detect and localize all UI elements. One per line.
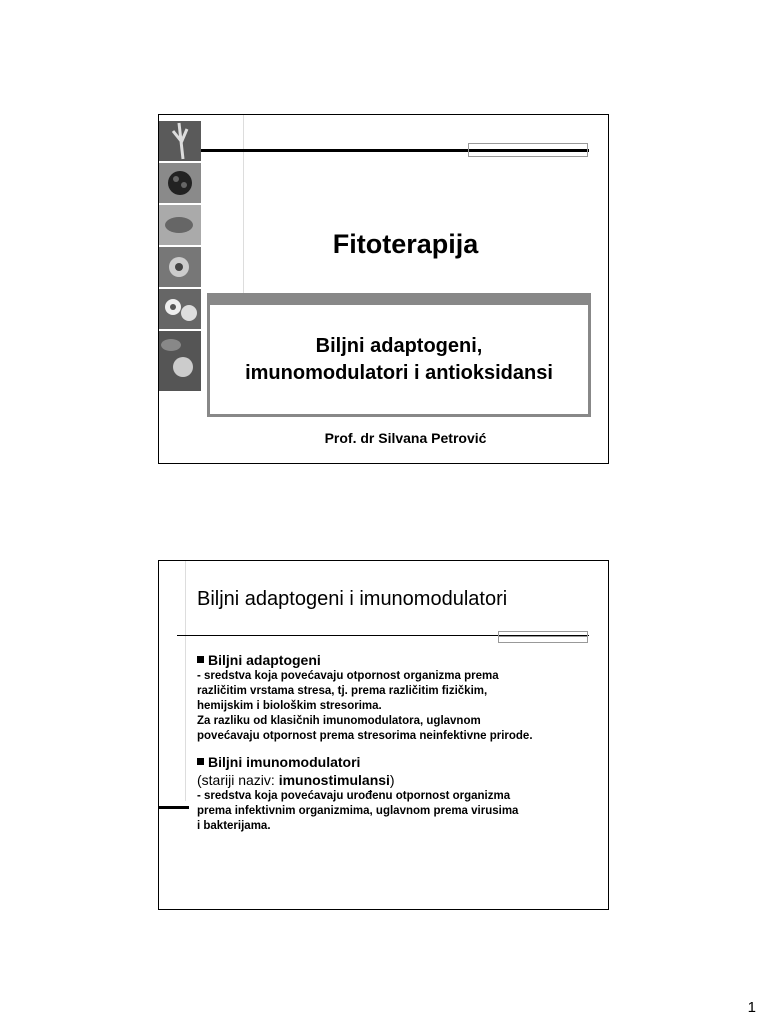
plant-photo-blossom	[159, 331, 201, 391]
plant-photo-flower	[159, 247, 201, 287]
subtitle-line-1: Biljni adaptogeni,	[315, 335, 483, 357]
slide-1	[158, 114, 609, 464]
slide-subtitle	[210, 333, 588, 387]
decorative-box	[468, 143, 588, 157]
section-text-adaptogeni	[197, 669, 607, 744]
plant-photo-leaves	[159, 205, 201, 245]
text-line: hemijskim i biološkim stresorima.	[197, 700, 382, 712]
section-heading-adaptogeni: Biljni adaptogeni	[197, 652, 607, 669]
text-line: Za razliku od klasičnih imunomodulatora, uglavnom	[197, 715, 481, 727]
plant-photo-berries	[159, 163, 201, 203]
decorative-left-mark	[159, 806, 189, 809]
text-line: - sredstva koja povećavaju otpornost organizma prema	[197, 670, 499, 682]
slide-2	[158, 560, 609, 910]
text-line: - sredstva koja povećavaju urođenu otpornost organizma	[197, 790, 511, 802]
section-heading-imunomodulatori: Biljni imunomodulatori	[197, 754, 607, 771]
plant-photo-root	[159, 121, 201, 161]
subtitle-line-2: imunomodulatori i antioksidansi	[245, 362, 553, 384]
author-name: Prof. dr Silvana Petrović	[324, 430, 487, 446]
plant-photo-strip	[159, 121, 201, 371]
text-line: različitim vrstama stresa, tj. prema različitim fizičkim,	[197, 685, 488, 697]
square-bullet-icon	[197, 656, 204, 663]
section-text-imunomodulatori	[197, 789, 607, 834]
text-line: povećavaju otpornost prema stresorima neinfektivne prirode.	[197, 730, 533, 742]
slide-title: Fitoterapija	[332, 229, 479, 259]
text-line: i bakterijama.	[197, 820, 271, 832]
decorative-vertical-line	[185, 561, 186, 801]
section-note: (stariji naziv: imunostimulansi)	[197, 772, 395, 788]
plant-photo-daisy	[159, 289, 201, 329]
decorative-vertical-line	[243, 115, 244, 295]
slide-content	[197, 652, 607, 834]
page-number: 1	[747, 999, 756, 1016]
square-bullet-icon	[197, 758, 204, 765]
slide-title: Biljni adaptogeni i imunomodulatori	[197, 588, 508, 610]
decorative-box	[498, 631, 588, 643]
subtitle-frame-bar	[207, 293, 591, 305]
text-line: prema infektivnim organizmima, uglavnom prema virusima	[197, 805, 519, 817]
